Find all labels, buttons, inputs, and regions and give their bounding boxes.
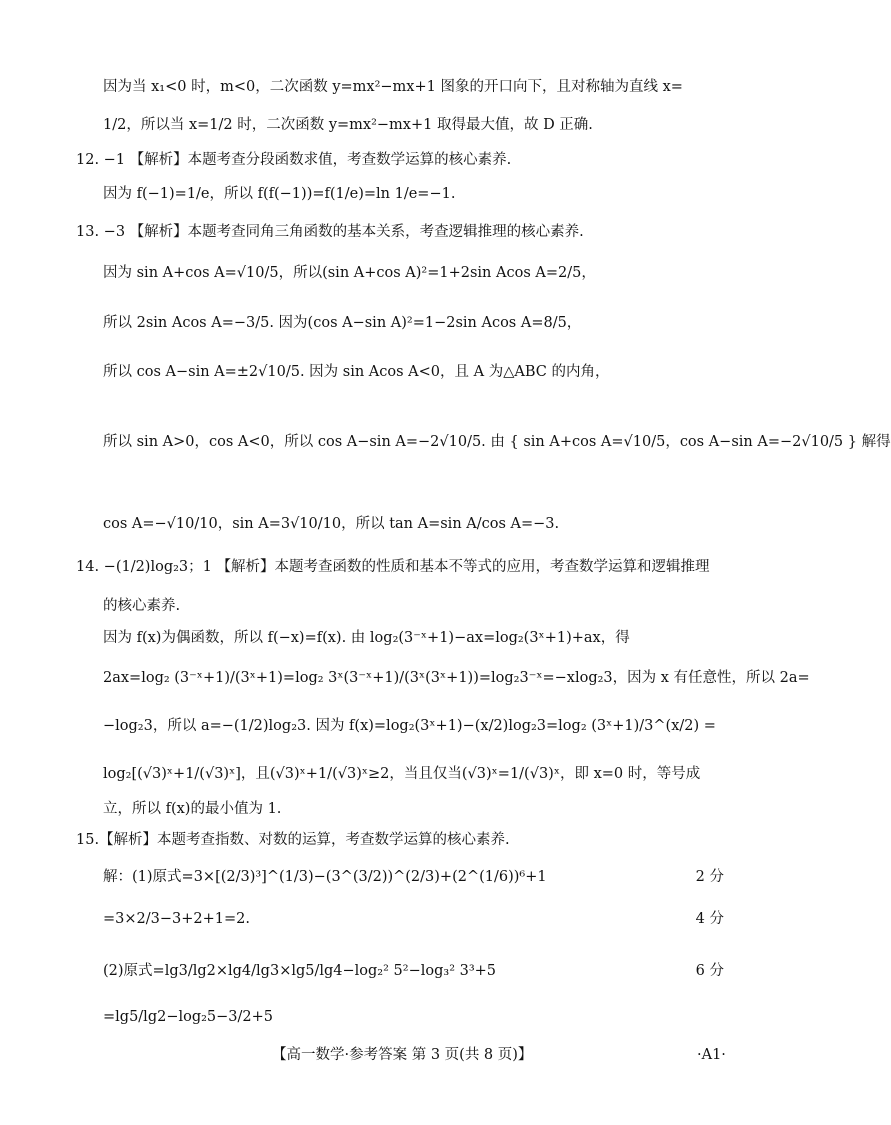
text-line: =3×2/3−3+2+1=2. [103, 911, 250, 927]
text-line: 解：(1)原式=3×[(2/3)³]^(1/3)−(3^(3/2))^(2/3)+(2^(1/6))⁶+1 [103, 869, 547, 885]
text-line: 所以 sin A>0，cos A<0，所以 cos A−sin A=−2√10/5. 由 { sin A+cos A=√10/5，cos A−sin A=−2√10/5 } 解得 [103, 434, 891, 450]
text-line: 立，所以 f(x)的最小值为 1. [103, 801, 282, 817]
text-line: 因为 f(−1)=1/e，所以 f(f(−1))=f(1/e)=ln 1/e=−1. [103, 186, 456, 202]
problem-13-header: 13. −3 【解析】本题考查同角三角函数的基本关系，考查逻辑推理的核心素养. [76, 224, 584, 240]
score-mark: 4 分 [695, 911, 724, 927]
text-line: 1/2，所以当 x=1/2 时，二次函数 y=mx²−mx+1 取得最大值，故 D 正确. [103, 117, 593, 133]
text-line: −log₂3，所以 a=−(1/2)log₂3. 因为 f(x)=log₂(3ˣ+1)−(x/2)log₂3=log₂ (3ˣ+1)/3^(x/2) = [103, 718, 716, 734]
score-mark: 2 分 [695, 869, 724, 885]
problem-14-header: 14. −(1/2)log₂3；1 【解析】本题考查函数的性质和基本不等式的应用，考查数学运算和逻辑推理 [76, 559, 710, 575]
text-line: cos A=−√10/10，sin A=3√10/10，所以 tan A=sin A/cos A=−3. [103, 516, 560, 532]
text-line: 所以 cos A−sin A=±2√10/5. 因为 sin Acos A<0，且 A 为△ABC 的内角， [103, 364, 610, 380]
text-line: log₂[(√3)ˣ+1/(√3)ˣ]，且(√3)ˣ+1/(√3)ˣ≥2，当且仅当(√3)ˣ=1/(√3)ˣ，即 x=0 时，等号成 [103, 766, 701, 782]
footer-label: 【高一数学·参考答案 第 3 页(共 8 页)】 [272, 1047, 533, 1063]
problem-12-header: 12. −1 【解析】本题考查分段函数求值，考查数学运算的核心素养. [76, 152, 512, 168]
text-line: =lg5/lg2−log₂5−3/2+5 [103, 1009, 274, 1025]
text-line: 因为当 x₁<0 时，m<0，二次函数 y=mx²−mx+1 图象的开口向下，且对称轴为直线 x= [103, 79, 683, 95]
text-line: 2ax=log₂ (3⁻ˣ+1)/(3ˣ+1)=log₂ 3ˣ(3⁻ˣ+1)/(3ˣ(3ˣ+1))=log₂3⁻ˣ=−xlog₂3，因为 x 有任意性，所以 2a= [103, 670, 810, 686]
text-line: 的核心素养. [103, 598, 181, 614]
score-mark: 6 分 [695, 963, 724, 979]
problem-15-header: 15.【解析】本题考查指数、对数的运算，考查数学运算的核心素养. [76, 832, 510, 848]
text-line: 所以 2sin Acos A=−3/5. 因为(cos A−sin A)²=1−2sin Acos A=8/5， [103, 315, 582, 331]
text-line: (2)原式=lg3/lg2×lg4/lg3×lg5/lg4−log₂² 5²−log₃² 3³+5 [103, 963, 497, 979]
footer-code: ·A1· [697, 1047, 726, 1063]
text-line: 因为 sin A+cos A=√10/5，所以(sin A+cos A)²=1+2sin Acos A=2/5， [103, 265, 596, 281]
text-line: 因为 f(x)为偶函数，所以 f(−x)=f(x). 由 log₂(3⁻ˣ+1)−ax=log₂(3ˣ+1)+ax，得 [103, 630, 630, 646]
